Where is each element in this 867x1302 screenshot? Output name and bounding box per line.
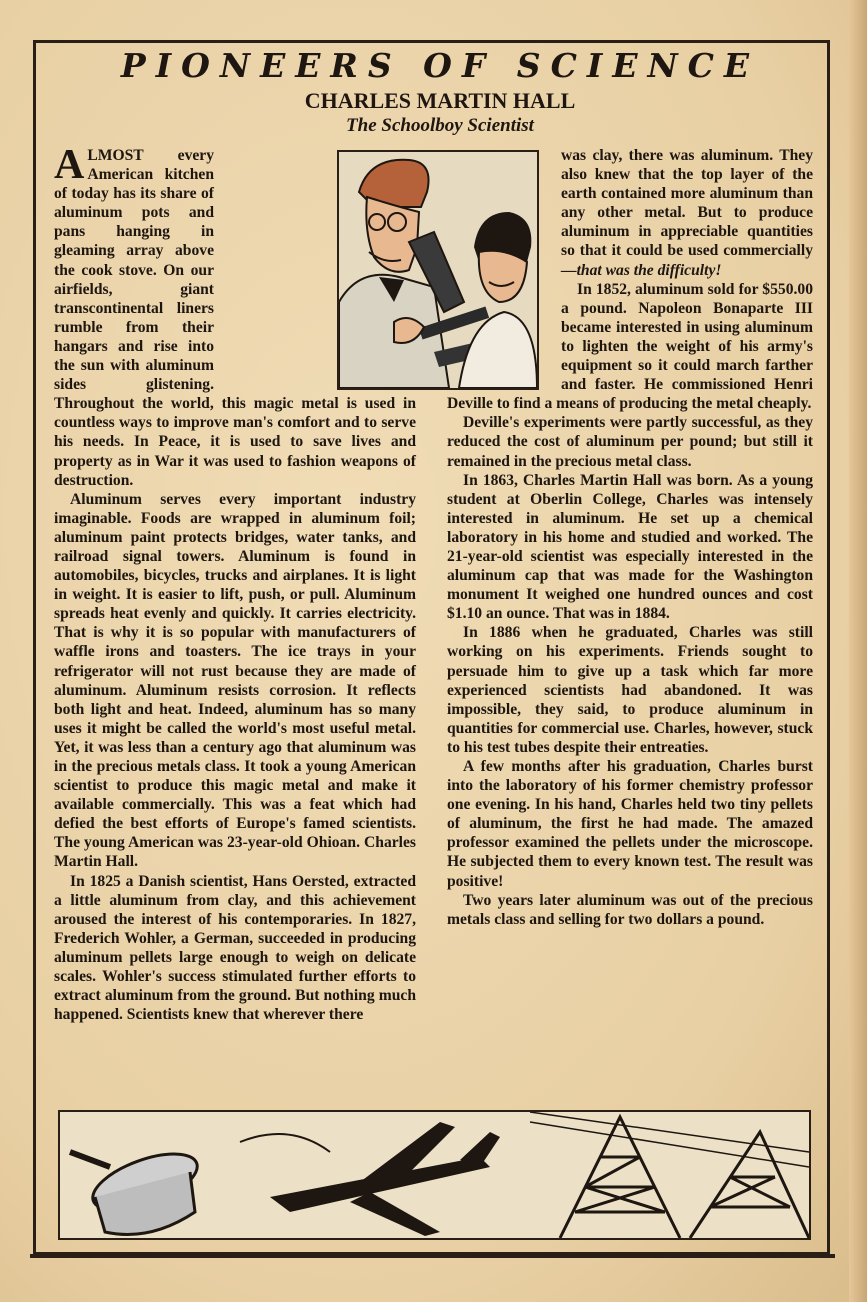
paragraph: In 1825 a Danish scientist, Hans Oersted, extracted a little aluminum from clay, and this achievement aroused the interest of his contemporaries. In 1827, Frederich Wohler, a German, succeeded in producing aluminum pellets large enough to weigh on delicate scales. Wohler's success stimulated further efforts to extract aluminum from the ground. But nothing much happened. Scientists knew that wherever there [54, 872, 416, 1024]
page-title: PIONEERS OF SCIENCE [120, 46, 760, 85]
paragraph-text: LMOST every American kitchen of today has its share of aluminum pots and pans hanging in gleaming array above the cook stove. On our airfields, giant transcontinental liners rumble from their hangars and rise into the sun with aluminum sides glistening. Throughout the world, this magic metal is used in countless ways to improve man's comfort and to serve his needs. In Peace, it is used to save lives and property as in War it was used to fashion weapons of destruction. [54, 147, 416, 489]
paragraph-text: was clay, there was aluminum. They also knew that the top layer of the earth contained more aluminum than any other metal. But to produce aluminum in appreciable quantities so that it could be used commercially [561, 147, 813, 260]
paragraph: In 1852, aluminum sold for $550.00 a pound. Napoleon Bonaparte III became interested in using aluminum to lighten the weight of his army's equipment so it could march farther and faster. He commissioned Henri Deville to find a means of producing the metal cheaply. [447, 280, 813, 413]
paragraph: In 1863, Charles Martin Hall was born. As a young student at Oberlin College, Charles was intensely interested in aluminum. He set up a chemical laboratory in his home and studied and worked. The 21-year-old scientist was especially interested in the aluminum cap that was made for the Washington monument It weighed one hundred ounces and cost $1.10 an ounce. That was in 1884. [447, 471, 813, 623]
article-heading: CHARLES MARTIN HALL [304, 88, 576, 113]
paragraph: Aluminum serves every important industry imaginable. Foods are wrapped in aluminum foil; aluminum paint protects bridges, water tanks, and railroad signal towers. Aluminum is found in automobiles, bicycles, trucks and airplanes. It is light in weight. It is easier to lift, push, or pull. Aluminum spreads heat evenly and quickly. It carries electricity. That is why it is so popular with manufacturers of waffle irons and toasters. The ice trays in your refrigerator will not rust because they are made of aluminum. Aluminum resists corrosion. It reflects both light and heat. Indeed, aluminum has so many uses it might be called the world's most useful metal. Yet, it was less than a century ago that aluminum was in the precious metals class. It took a young American scientist to produce this magic metal and make it available commercially. This was a feat which had defied the best efforts of Europe's famed scientists. The young American was 23-year-old Ohioan. Charles Martin Hall. [54, 490, 416, 871]
emphasis-text: —that was the difficulty! [561, 261, 722, 279]
paragraph: A few months after his graduation, Charles burst into the laboratory of his former chemistry professor one evening. In his hand, Charles held two tiny pellets of aluminum, the first he had made. The amazed professor examined the pellets under the microscope. He subjected them to every known test. The result was positive! [447, 758, 813, 890]
paragraph: Deville's experiments were partly successful, as they reduced the cost of aluminum per pound; but still it remained in the precious metal class. [447, 414, 813, 470]
paragraph: In 1886 when he graduated, Charles was still working on his experiments. Friends sought to persuade him to give up a task which far more experienced scientists had abandoned. It was impossible, they said, to produce aluminum in quantities for commercial use. Charles, however, stuck to his test tubes despite their entreaties. [447, 624, 813, 756]
article-column-right [447, 146, 813, 929]
paragraph: Two years later aluminum was out of the precious metals class and selling for two dollars a pound. [447, 891, 813, 928]
page-spine-edge [849, 0, 867, 1302]
illustration-spacer [349, 146, 549, 383]
page-border-bottom-rule [30, 1254, 835, 1258]
footer-illustration-strip [58, 1110, 811, 1240]
article-subtitle: The Schoolboy Scientist [346, 115, 534, 136]
drop-cap: A [54, 142, 85, 188]
